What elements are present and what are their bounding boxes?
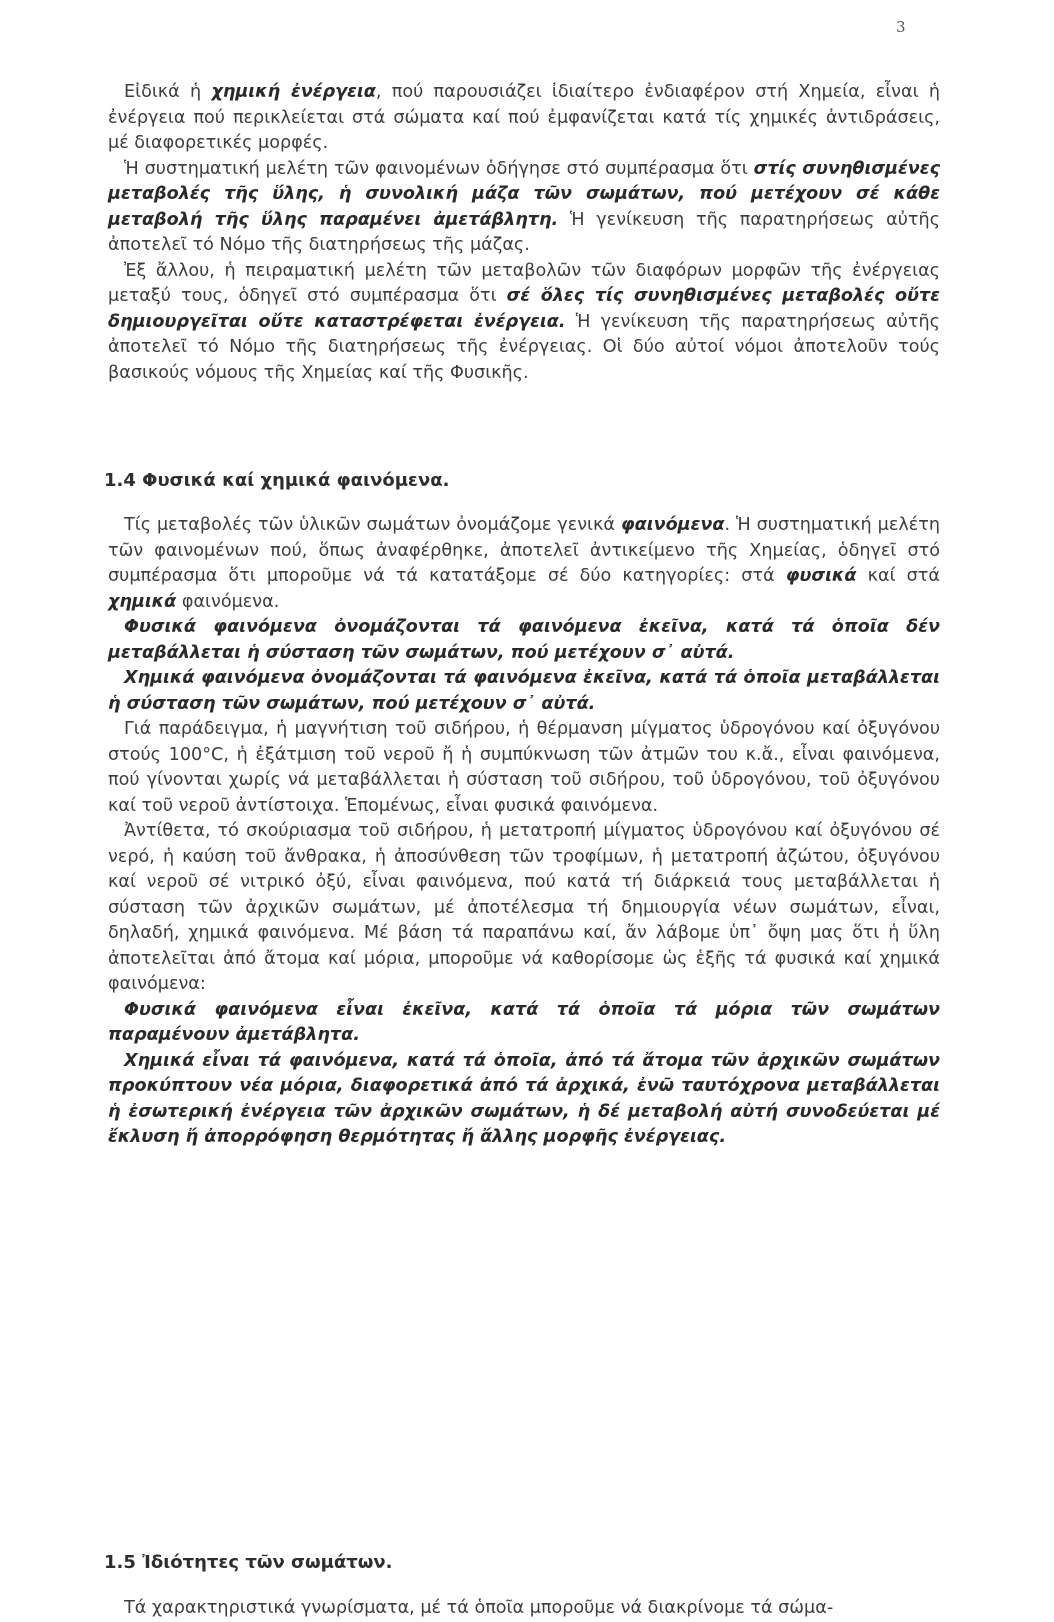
emphasis-mass-law: στίς συνηθισμένες μεταβολές τῆς ὕλης, ἡ συνολική μάζα τῶν σωμάτων, πού μετέχουν σέ κάθε μεταβολή τῆς ὕλης παραμένει ἀμετάβλητη. <box>108 158 940 230</box>
paragraph-physical-examples: Γιά παράδειγμα, ἡ μαγνήτιση τοῦ σιδήρου, ἡ θέρμανση μίγματος ὑδρογόνου καί ὀξυγόνου στούς 100°C, ἡ ἐξάτμιση τοῦ νεροῦ ἤ ἡ συμπύκνωση τῶν ἀτμῶν του κ.ἄ., εἶναι φαινόμενα, πού γίνονται χωρίς νά μεταβάλλεται ἡ σύσταση τοῦ σιδήρου, τοῦ ὑδρογόνου, τοῦ ὀξυγόνου καί τοῦ νεροῦ ἀντίστοιχα. Ἑπομένως, εἶναι φυσικά φαινόμενα. <box>108 719 940 816</box>
paragraph-mass-conservation: Ἡ συστηματική μελέτη τῶν φαινομένων ὁδήγησε στό συμπέρασμα ὅτι στίς συνηθισμένες μεταβολές τῆς ὕλης, ἡ συνολική μάζα τῶν σωμάτων, πού μετέχουν σέ κάθε μεταβολή τῆς ὕλης παραμένει ἀμετάβλητη. Ἡ γενίκευση τῆς παρατηρήσεως αὐτῆς ἀποτελεῖ τό Νόμο τῆς διατηρήσεως τῆς μάζας. <box>108 158 940 255</box>
definition-chemical-phenomena: Χημικά φαινόμενα ὀνομάζονται τά φαινόμενα ἐκεῖνα, κατά τά ὁποῖα μεταβάλλεται ἡ σύσταση τῶν σωμάτων, πού μετέχουν σ᾽ αὐτά. <box>108 668 940 714</box>
paragraph-chemical-examples: Ἀντίθετα, τό σκούριασμα τοῦ σιδήρου, ἡ μετατροπή μίγματος ὑδρογόνου καί ὀξυγόνου σέ νερό, ἡ καύση τοῦ ἄνθρακα, ἡ ἀποσύνθεση τῶν τροφίμων, ἡ μετατροπή ἀζώτου, ὀξυγόνου καί νεροῦ σέ νιτρικό ὀξύ, εἶναι φαινόμενα, πού κατά τή διάρκειά τους μεταβάλλεται ἡ σύσταση τῶν ἀρχικῶν σωμάτων, μέ ἀποτέλεσμα τή δημιουργία νέων σωμάτων, εἶναι, δηλαδή, χημικά φαινόμενα. Μέ βάση τά παραπάνω καί, ἄν λάβομε ὑπ᾽ ὄψη μας ὅτι ἡ ὕλη ἀποτελεῖται ἀπό ἄτομα καί μόρια, μποροῦμε νά καθορίσομε ὡς ἑξῆς τά φυσικά καί χημικά φαινόμενα: <box>108 821 940 994</box>
definition-physical-phenomena: Φυσικά φαινόμενα ὀνομάζονται τά φαινόμενα ἐκεῖνα, κατά τά ὁποῖα δέν μεταβάλλεται ἡ σύσταση τῶν σωμάτων, πού μετέχουν σ᾽ αὐτά. <box>108 617 940 663</box>
section-properties-text <box>108 1596 940 1622</box>
section-heading-1-4: 1.4 Φυσικά καί χημικά φαινόμενα. <box>104 470 450 491</box>
section-intro-text <box>108 80 940 386</box>
emphasis-energy-law: σέ ὅλες τίς συνηθισμένες μεταβολές οὔτε δημιουργεῖται οὔτε καταστρέφεται ἐνέργεια. <box>108 286 940 332</box>
section-heading-1-5: 1.5 Ἰδιότητες τῶν σωμάτων. <box>104 1552 393 1573</box>
section-phenomena-text <box>108 513 940 1151</box>
paragraph-phenomena-definition: Τίς μεταβολές τῶν ὑλικῶν σωμάτων ὀνομάζομε γενικά φαινόμενα. Ἡ συστηματική μελέτη τῶν φαινομένων πού, ὅπως ἀναφέρθηκε, ἀποτελεῖ ἀντικείμενο τῆς Χημείας, ὁδηγεῖ στό συμπέρασμα ὅτι μποροῦμε νά τά κατατάξομε σέ δύο κατηγορίες: στά φυσικά καί στά χημικά φαινόμενα. <box>108 515 940 612</box>
definition-physical-molecular: Φυσικά φαινόμενα εἶναι ἐκεῖνα, κατά τά ὁποῖα τά μόρια τῶν σωμάτων παραμένουν ἀμετάβλητα. <box>108 999 940 1045</box>
page-number: 3 <box>896 18 906 36</box>
paragraph-chemical-energy: Εἰδικά ἡ χημική ἐνέργεια, πού παρουσιάζει ἰδιαίτερο ἐνδιαφέρον στή Χημεία, εἶναι ἡ ἐνέργεια πού περικλείεται στά σώματα καί πού ἐμφανίζεται κατά τίς χημικές ἀντιδράσεις, μέ διαφορετικές μορφές. <box>108 82 940 153</box>
paragraph-properties-intro: Τά χαρακτηριστικά γνωρίσματα, μέ τά ὁποῖα μποροῦμε νά διακρίνομε τά σώμα- <box>124 1598 834 1618</box>
emphasis-chemical-energy: χημική ἐνέργεια <box>211 82 376 102</box>
definition-chemical-molecular: Χημικά εἶναι τά φαινόμενα, κατά τά ὁποῖα, ἀπό τά ἄτομα τῶν ἀρχικῶν σωμάτων προκύπτουν νέα μόρια, διαφορετικά ἀπό τά ἀρχικά, ἐνῶ ταυτόχρονα μεταβάλλεται ἡ ἐσωτερική ἐνέργεια τῶν ἀρχικῶν σωμάτων, ἡ δέ μεταβολή αὐτή συνοδεύεται μέ ἔκλυση ἤ ἀπορρόφηση θερμότητας ἤ ἄλλης μορφῆς ἐνέργειας. <box>108 1050 940 1147</box>
paragraph-energy-conservation: Ἐξ ἄλλου, ἡ πειραματική μελέτη τῶν μεταβολῶν τῶν διαφόρων μορφῶν τῆς ἐνέργειας μεταξύ τους, ὁδηγεῖ στό συμπέρασμα ὅτι σέ ὅλες τίς συνηθισμένες μεταβολές οὔτε δημιουργεῖται οὔτε καταστρέφεται ἐνέργεια. Ἡ γενίκευση τῆς παρατηρήσεως αὐτῆς ἀποτελεῖ τό Νόμο τῆς διατηρήσεως τῆς ἐνέργειας. Οἱ δύο αὐτοί νόμοι ἀποτελοῦν τούς βασικούς νόμους τῆς Χημείας καί τῆς Φυσικῆς. <box>108 260 940 383</box>
